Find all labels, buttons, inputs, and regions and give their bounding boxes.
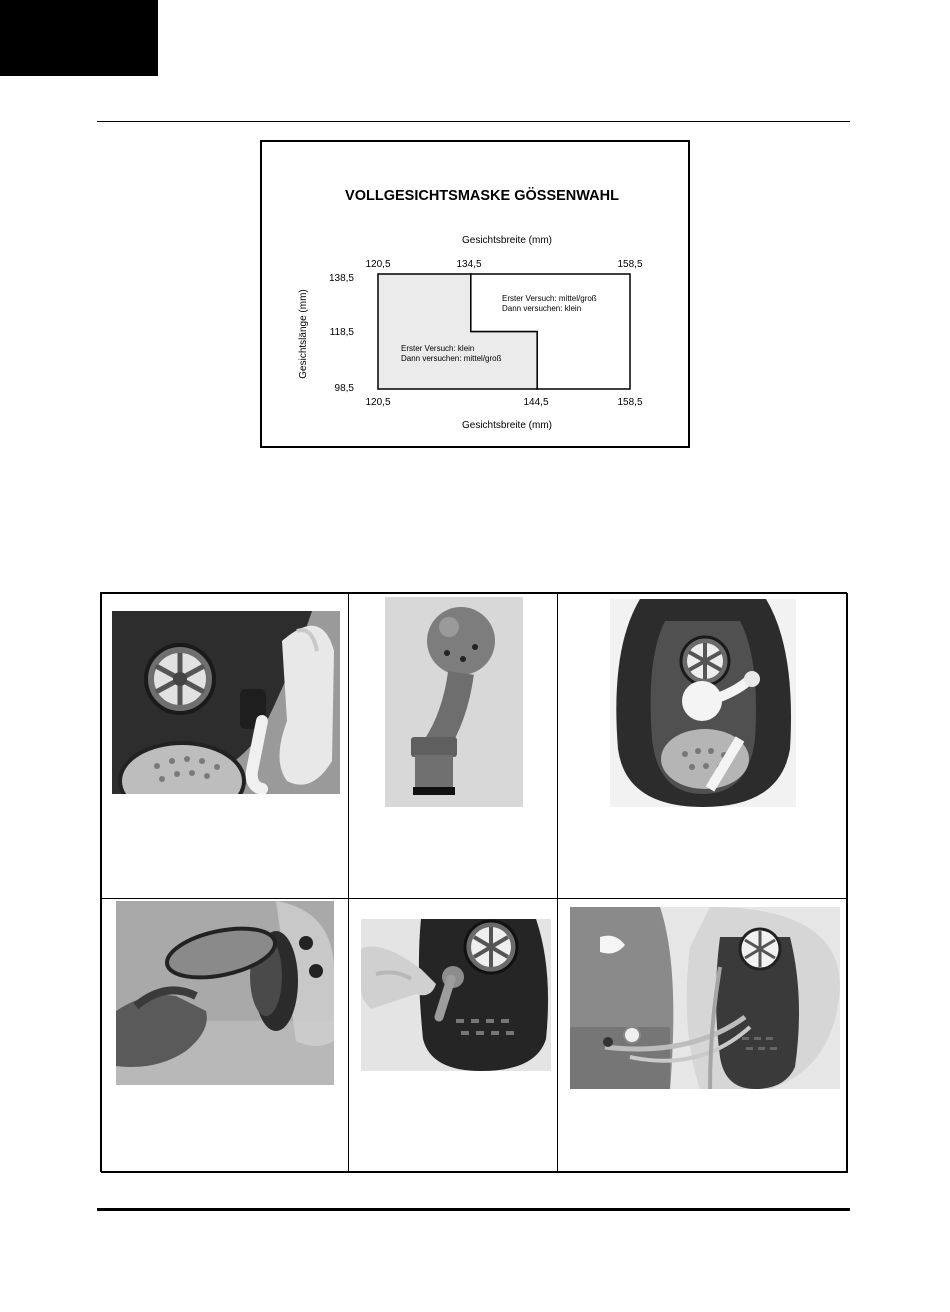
y-axis-label: Gesichtslänge (mm) xyxy=(298,289,309,379)
photo-opening-exhalation-cover xyxy=(116,901,334,1085)
photo-inserting-probe xyxy=(361,919,551,1071)
x-tick-bottom-1: 144,5 xyxy=(523,397,549,408)
region-medium-large-line1: Erster Versuch: mittel/groß xyxy=(502,294,597,303)
x-tick-top-1: 134,5 xyxy=(456,259,482,270)
mask-size-chart-svg xyxy=(262,142,688,446)
photo-cell-6 xyxy=(557,898,848,1173)
chart-title: VOLLGESICHTSMASKE GÖSSENWAHL xyxy=(345,188,619,204)
photo-mask-inhalation-valve xyxy=(112,611,340,794)
mask-size-chart xyxy=(260,140,690,448)
footer-rule xyxy=(97,1208,850,1211)
x-tick-top-0: 120,5 xyxy=(365,259,391,270)
corner-block xyxy=(0,0,158,76)
region-small-line2: Dann versuchen: mittel/groß xyxy=(401,354,502,363)
header-rule xyxy=(97,121,850,122)
region-small-line1: Erster Versuch: klein xyxy=(401,344,475,353)
photo-cell-5 xyxy=(348,898,558,1173)
photo-table xyxy=(100,592,847,1172)
photo-cell-2 xyxy=(348,593,558,899)
photo-mask-tubing-connected xyxy=(570,907,840,1089)
x-tick-bottom-0: 120,5 xyxy=(365,397,391,408)
y-tick-1: 118,5 xyxy=(329,327,354,338)
x-axis-label-bottom: Gesichtsbreite (mm) xyxy=(461,420,553,431)
x-tick-top-2: 158,5 xyxy=(617,259,643,270)
x-axis-label-top: Gesichtsbreite (mm) xyxy=(461,235,553,246)
photo-cell-1 xyxy=(101,593,349,899)
photo-sampling-probe xyxy=(385,597,523,807)
photo-mask-probe-installed xyxy=(610,599,796,807)
y-tick-2: 98,5 xyxy=(334,383,354,394)
photo-cell-3 xyxy=(557,593,848,899)
y-tick-0: 138,5 xyxy=(328,273,354,284)
photo-cell-4 xyxy=(101,898,349,1173)
x-tick-bottom-2: 158,5 xyxy=(617,397,643,408)
region-medium-large-line2: Dann versuchen: klein xyxy=(502,304,582,313)
